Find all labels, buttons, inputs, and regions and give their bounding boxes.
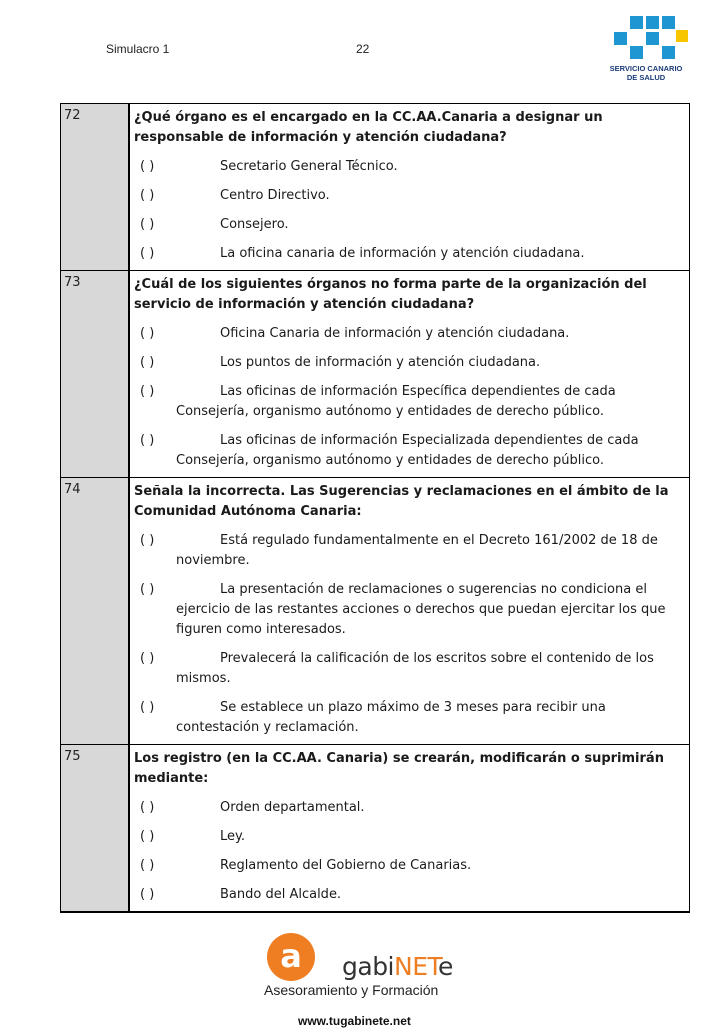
- answer-text: Oficina Canaria de información y atención ciudadana.: [220, 326, 570, 341]
- question-number: 75: [61, 745, 130, 911]
- question-stem: Los registro (en la CC.AA. Canaria) se crearán, modificarán o suprimirán mediante:: [134, 751, 664, 786]
- answer-checkbox[interactable]: ( ): [140, 326, 155, 341]
- brand-prefix: gabi: [342, 952, 395, 981]
- answer-text: Los puntos de información y atención ciudadana.: [220, 355, 541, 370]
- answer-option[interactable]: [134, 157, 687, 177]
- answer-option[interactable]: [134, 885, 687, 905]
- question-row-75: [61, 745, 689, 911]
- answer-option[interactable]: [134, 382, 687, 422]
- answer-checkbox[interactable]: ( ): [140, 700, 155, 715]
- answer-option[interactable]: [134, 649, 687, 689]
- question-row-74: [61, 478, 689, 745]
- website-link[interactable]: www.tugabinete.net: [298, 1014, 411, 1028]
- answer-option[interactable]: [134, 324, 687, 344]
- answer-option[interactable]: [134, 431, 687, 471]
- answer-checkbox[interactable]: ( ): [140, 159, 155, 174]
- answer-text: La oficina canaria de información y atención ciudadana.: [220, 246, 585, 261]
- answer-text: Bando del Alcalde.: [220, 887, 342, 902]
- page-number: 22: [356, 42, 370, 56]
- question-body: [130, 745, 689, 911]
- question-body: [130, 271, 689, 477]
- answer-checkbox[interactable]: ( ): [140, 800, 155, 815]
- question-stem: Señala la incorrecta. Las Sugerencias y reclamaciones en el ámbito de la Comunidad Autónoma Canaria:: [134, 484, 669, 519]
- answer-option[interactable]: [134, 215, 687, 235]
- brand-suffix: e: [438, 952, 453, 981]
- answer-checkbox[interactable]: ( ): [140, 582, 155, 597]
- brand-name: [342, 952, 453, 981]
- answer-text: Las oficinas de información Específica dependientes de cada Consejería, organismo autónomo y entidades de derecho público.: [176, 384, 616, 419]
- brand-tagline: Asesoramiento y Formación: [264, 982, 439, 998]
- answer-option[interactable]: [134, 580, 687, 640]
- answer-option[interactable]: [134, 827, 687, 847]
- gabinete-logo: [258, 932, 468, 1030]
- answer-text: Reglamento del Gobierno de Canarias.: [220, 858, 472, 873]
- question-stem: ¿Qué órgano es el encargado en la CC.AA.Canaria a designar un responsable de información y atención ciudadana?: [134, 110, 603, 145]
- question-body: [130, 478, 689, 744]
- answer-text: Las oficinas de información Especializada dependientes de cada Consejería, organismo autónomo y entidades de derecho público.: [176, 433, 639, 468]
- answer-option[interactable]: [134, 244, 687, 264]
- scs-logo-caption: [596, 64, 696, 82]
- answer-option[interactable]: [134, 531, 687, 571]
- at-sign-icon: [266, 932, 316, 982]
- header-title: Simulacro 1: [106, 42, 170, 56]
- answer-checkbox[interactable]: ( ): [140, 188, 155, 203]
- answer-text: Centro Directivo.: [220, 188, 330, 203]
- answer-option[interactable]: [134, 353, 687, 373]
- answer-checkbox[interactable]: ( ): [140, 433, 155, 448]
- scs-logo-line2: DE SALUD: [626, 73, 666, 82]
- answer-text: Secretario General Técnico.: [220, 159, 398, 174]
- answer-text: Prevalecerá la calificación de los escritos sobre el contenido de los mismos.: [176, 651, 654, 686]
- answer-checkbox[interactable]: ( ): [140, 217, 155, 232]
- answer-option[interactable]: [134, 798, 687, 818]
- answer-checkbox[interactable]: ( ): [140, 651, 155, 666]
- questions-table: [60, 103, 690, 913]
- answer-text: Ley.: [220, 829, 245, 844]
- answer-option[interactable]: [134, 698, 687, 738]
- answer-option[interactable]: [134, 186, 687, 206]
- scs-cross-icon: [610, 12, 690, 60]
- question-row-72: [61, 104, 689, 271]
- answer-text: Está regulado fundamentalmente en el Decreto 161/2002 de 18 de noviembre.: [176, 533, 658, 568]
- answer-checkbox[interactable]: ( ): [140, 246, 155, 261]
- question-row-73: [61, 271, 689, 478]
- question-body: [130, 104, 689, 270]
- answer-checkbox[interactable]: ( ): [140, 887, 155, 902]
- question-number: 73: [61, 271, 130, 477]
- question-number: 74: [61, 478, 130, 744]
- answer-text: Consejero.: [220, 217, 289, 232]
- answer-option[interactable]: [134, 856, 687, 876]
- answer-checkbox[interactable]: ( ): [140, 858, 155, 873]
- answer-text: La presentación de reclamaciones o sugerencias no condiciona el ejercicio de las restantes acciones o derechos que puedan ejercitar los que figuren como interesados.: [176, 582, 666, 637]
- answer-text: Se establece un plazo máximo de 3 meses para recibir una contestación y reclamación.: [176, 700, 606, 735]
- answer-checkbox[interactable]: ( ): [140, 533, 155, 548]
- answer-checkbox[interactable]: ( ): [140, 829, 155, 844]
- scs-logo: [596, 12, 696, 92]
- scs-logo-line1: SERVICIO CANARIO: [609, 64, 683, 73]
- question-number: 72: [61, 104, 130, 270]
- svg-text:a: a: [280, 937, 302, 975]
- answer-text: Orden departamental.: [220, 800, 365, 815]
- answer-checkbox[interactable]: ( ): [140, 355, 155, 370]
- question-stem: ¿Cuál de los siguientes órganos no forma parte de la organización del servicio de información y atención ciudadana?: [134, 277, 647, 312]
- brand-highlight: NET: [394, 952, 439, 981]
- answer-checkbox[interactable]: ( ): [140, 384, 155, 399]
